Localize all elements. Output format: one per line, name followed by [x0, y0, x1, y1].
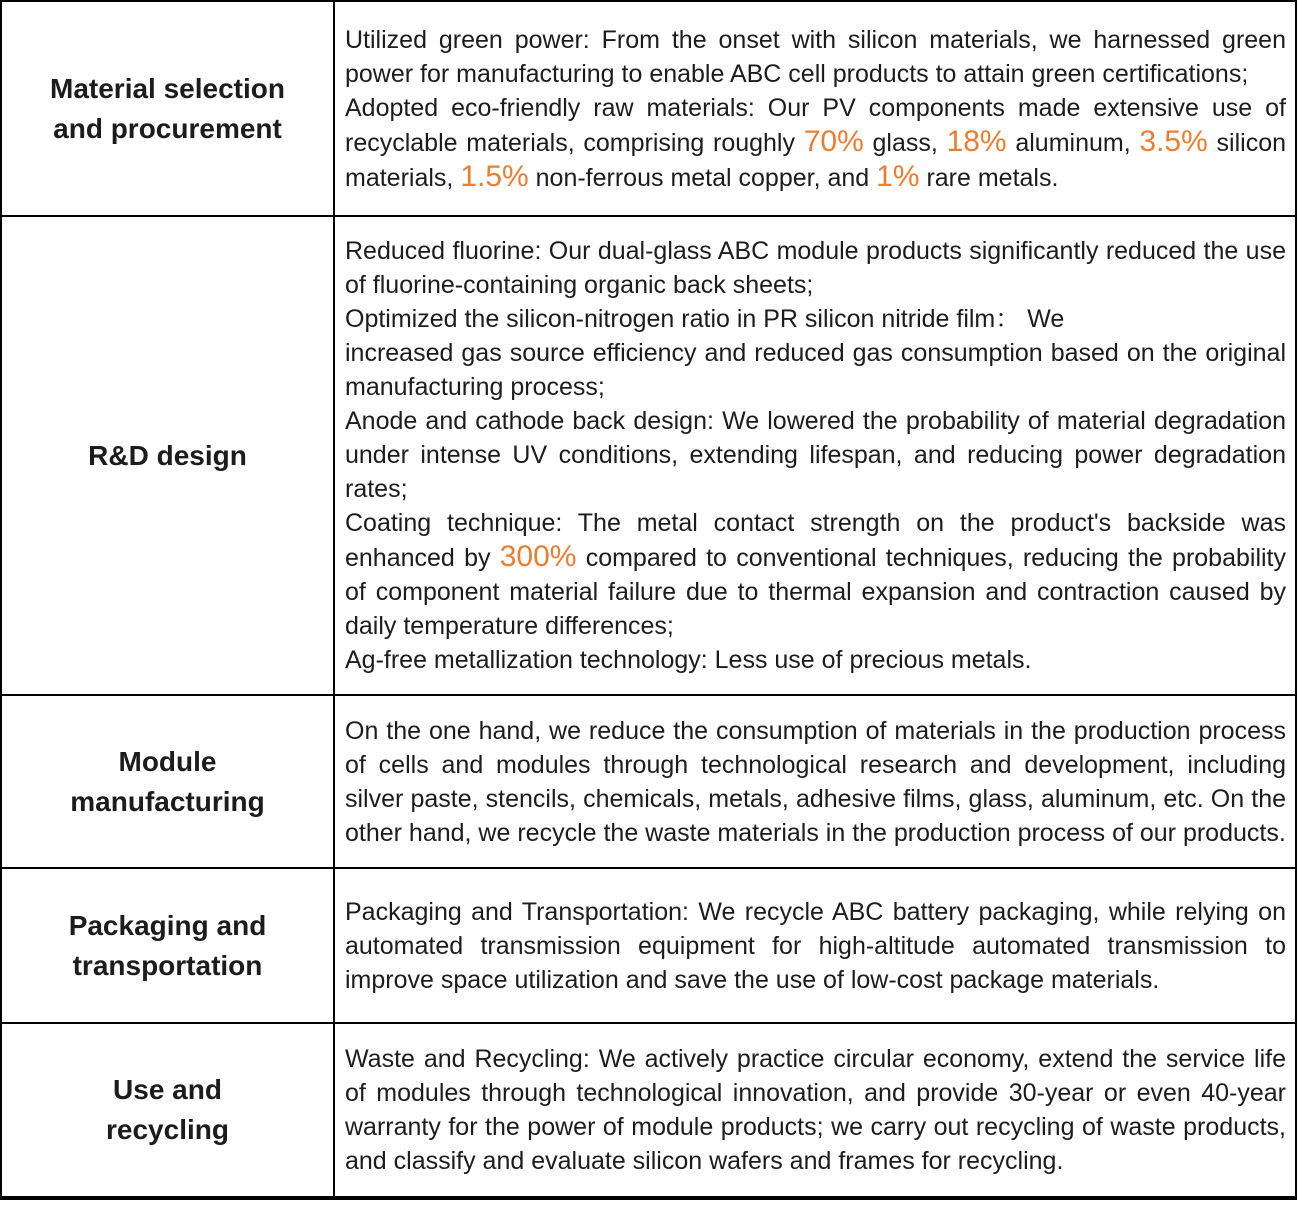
paragraph: [345, 643, 1286, 677]
paragraph: [345, 404, 1286, 506]
highlight-value: 300%: [499, 540, 577, 573]
row-label: R&D design: [1, 216, 334, 695]
text-segment: Reduced fluorine: Our dual-glass ABC module products significantly reduced the use of fluorine-containing organic back sheets;: [345, 237, 1286, 299]
text-segment: increased gas source efficiency and reduced gas consumption based on the original manufacturing process;: [345, 339, 1286, 401]
text-segment: silicon materials,: [345, 128, 1287, 192]
text-segment: rare metals.: [919, 163, 1059, 192]
paragraph: [345, 1042, 1286, 1178]
text-segment: glass,: [863, 128, 947, 157]
row-content: [334, 216, 1296, 695]
row-label: Packaging and transportation: [1, 868, 334, 1023]
text-segment: Optimized the silicon-nitrogen ratio in PR silicon nitride film： We: [345, 305, 1065, 333]
text-segment: Coating technique: The metal contact strength on the product's backside was enhanced by: [345, 509, 1286, 572]
table-body: [1, 1, 1296, 1198]
table-row: [1, 1023, 1296, 1198]
text-segment: non-ferrous metal copper, and: [528, 163, 877, 192]
text-segment: Ag-free metallization technology: Less use of precious metals.: [345, 646, 1032, 674]
paragraph: [345, 302, 1286, 404]
paragraph: [345, 234, 1286, 302]
row-content: [334, 868, 1296, 1023]
table-row: [1, 216, 1296, 695]
text-segment: Adopted eco-friendly raw materials: Our PV components made extensive use of recyclable materials, comprising roughly: [345, 93, 1286, 157]
table-row: [1, 695, 1296, 868]
text-segment: Packaging and Transportation: We recycle ABC battery packaging, while relying on automated transmission equipment for high-altitude automated transmission to improve space utilization and save the use of low-cost package materials.: [345, 897, 1286, 994]
highlight-value: 3.5%: [1139, 124, 1208, 158]
text-segment: Anode and cathode back design: We lowered the probability of material degradation under intense UV conditions, extending lifespan, and reducing power degradation rates;: [345, 407, 1286, 503]
row-label: Module manufacturing: [1, 695, 334, 868]
row-content: [334, 695, 1296, 868]
paragraph: [345, 895, 1286, 997]
paragraph: [345, 91, 1286, 195]
highlight-value: 70%: [803, 124, 864, 158]
row-content: [334, 1, 1296, 216]
row-label: Use and recycling: [1, 1023, 334, 1198]
paragraph: [345, 23, 1286, 91]
text-segment: aluminum,: [1006, 128, 1140, 157]
paragraph: [345, 714, 1286, 850]
text-segment: Waste and Recycling: We actively practice circular economy, extend the service life of modules through technological innovation, and provide 30-year or even 40-year warranty for the power of module products; we carry out recycling of waste products, and classify and evaluate silicon wafers and frames for recycling.: [345, 1045, 1286, 1175]
text-segment: On the one hand, we reduce the consumption of materials in the production process of cells and modules through technological research and development, including silver paste, stencils, chemicals, metals, adhesive films, glass, aluminum, etc. On the other hand, we recycle the waste materials in the production process of our products.: [345, 716, 1286, 847]
highlight-value: 1%: [876, 159, 920, 193]
row-content: [334, 1023, 1296, 1198]
text-segment: Utilized green power: From the onset with silicon materials, we harnessed green power for manufacturing to enable ABC cell products to attain green certifications;: [345, 25, 1286, 88]
row-label: Material selection and procurement: [1, 1, 334, 216]
paragraph: [345, 506, 1286, 643]
highlight-value: 1.5%: [460, 159, 529, 193]
text-segment: compared to conventional techniques, reducing the probability of component material failure due to thermal expansion and contraction caused by daily temperature differences;: [345, 544, 1287, 640]
highlight-value: 18%: [946, 124, 1007, 158]
table-row: [1, 1, 1296, 216]
table-row: [1, 868, 1296, 1023]
